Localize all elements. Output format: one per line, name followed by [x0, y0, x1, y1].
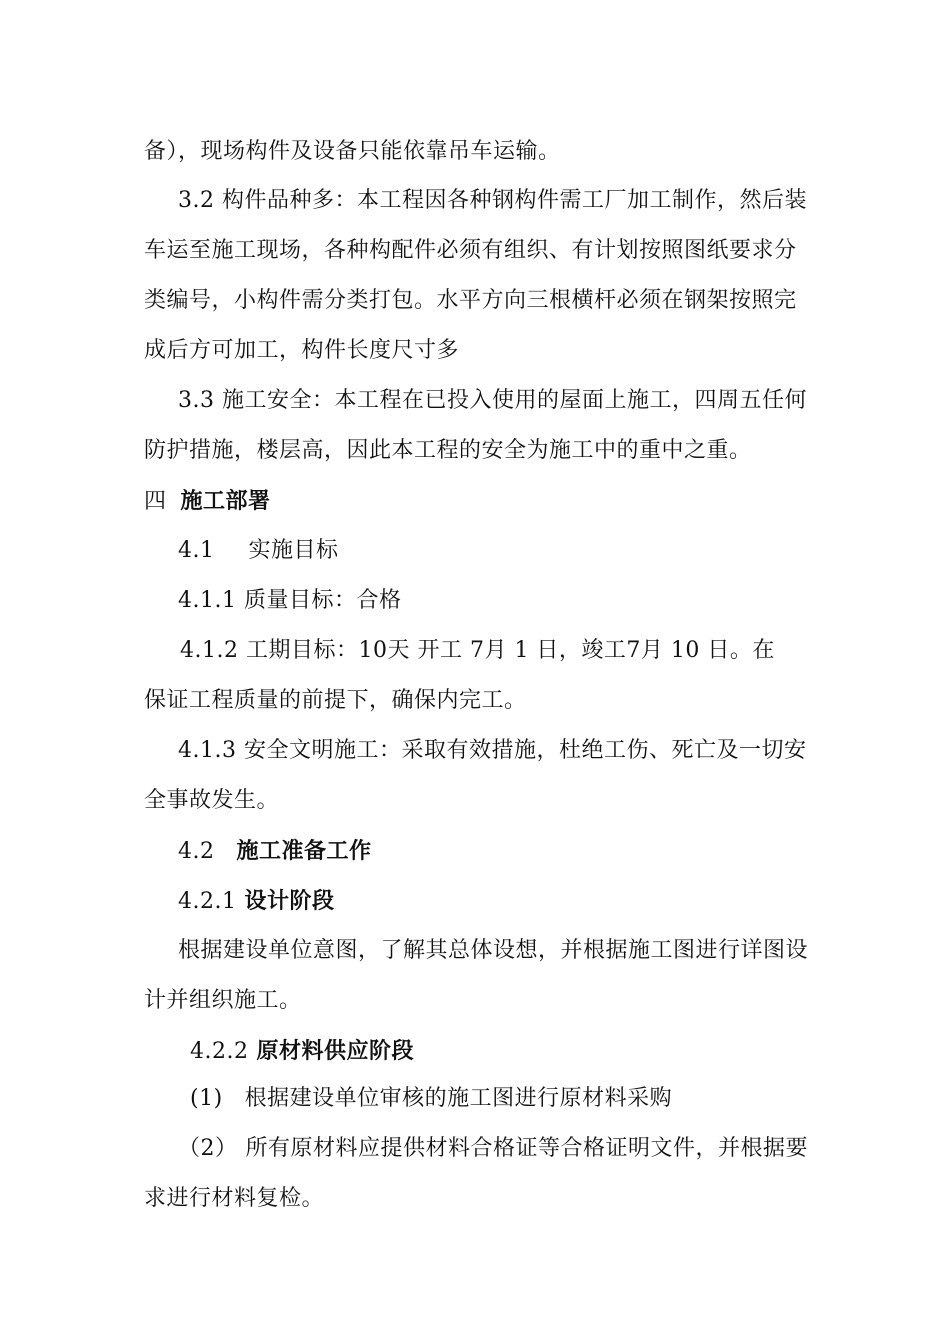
paragraph-line: 求进行材料复检。: [144, 1186, 325, 1211]
subsection-title: 设计阶段: [244, 888, 335, 914]
section-number: 四: [144, 489, 167, 514]
list-text: 根据建设单位审核的施工图进行原材料采购: [244, 1086, 673, 1111]
subsection-number: 4.2: [178, 839, 215, 864]
paragraph-line: 保证工程质量的前提下，确保内完工。: [144, 688, 527, 713]
paragraph-line: 3.3 施工安全：本工程在已投入使用的屋面上施工，四周五任何: [178, 388, 807, 413]
paragraph-line: 4.1.1 质量目标：合格: [178, 588, 402, 613]
paragraph-line: 备），现场构件及设备只能依靠吊车运输。: [144, 139, 561, 164]
list-marker: （2）: [178, 1136, 238, 1161]
paragraph-line: 防护措施，楼层高，因此本工程的安全为施工中的重中之重。: [144, 438, 752, 463]
paragraph-line: 4.1.3 安全文明施工：采取有效措施，杜绝工伤、死亡及一切安: [178, 738, 807, 763]
subsection-title: 实施目标: [248, 538, 339, 563]
list-text: 所有原材料应提供材料合格证等合格证明文件，并根据要: [245, 1136, 809, 1161]
subsection-number: 4.1: [178, 538, 215, 563]
list-marker: (1): [190, 1086, 223, 1111]
paragraph-line: 计并组织施工。: [144, 988, 302, 1013]
paragraph-line: 3.2 构件品种多：本工程因各种钢构件需工厂加工制作，然后装: [178, 188, 807, 213]
section-heading: [144, 486, 271, 517]
subsection-title: 施工准备工作: [236, 838, 372, 864]
paragraph-line: 根据建设单位意图，了解其总体设想，并根据施工图进行详图设: [178, 938, 809, 963]
paragraph-line: 车运至施工现场，各种构配件必须有组织、有计划按照图纸要求分: [144, 238, 797, 263]
paragraph-line: 全事故发生。: [144, 788, 280, 813]
paragraph-line: 类编号，小构件需分类打包。水平方向三根横杆必须在钢架按照完: [144, 288, 797, 313]
subsection-number: 4.2.2: [190, 1039, 249, 1064]
list-item: [178, 1134, 808, 1164]
subsection-heading: [190, 1036, 414, 1067]
paragraph-line: 4.1.2 工期目标：10天 开工 7月 1 日，竣工7月 10 日。在: [180, 638, 775, 663]
subsection-heading: [178, 536, 339, 566]
paragraph-line: 成后方可加工，构件长度尺寸多: [144, 338, 460, 363]
section-title: 施工部署: [180, 488, 271, 514]
subsection-number: 4.2.1: [178, 889, 237, 914]
subsection-heading: [178, 886, 335, 917]
list-item: [190, 1084, 672, 1114]
subsection-heading: [178, 836, 372, 867]
subsection-title: 原材料供应阶段: [256, 1038, 414, 1064]
